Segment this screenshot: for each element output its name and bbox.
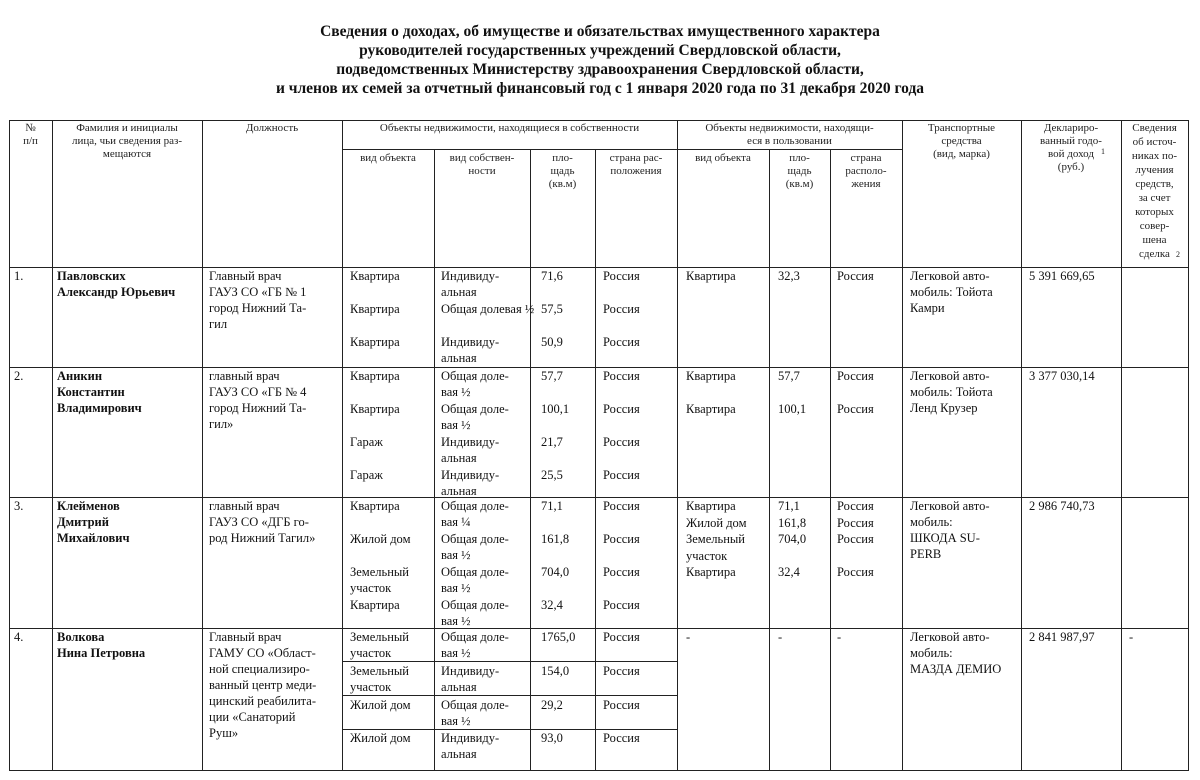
header-used-country: располо- bbox=[845, 165, 887, 177]
row-divider bbox=[9, 367, 1189, 368]
owned-object-type: Гараж bbox=[350, 468, 383, 482]
declarant-position: город Нижний Та- bbox=[209, 301, 307, 315]
used-area: 71,1 bbox=[778, 499, 800, 513]
sub-row-divider bbox=[342, 661, 678, 662]
transport-vehicle: МАЗДА ДЕМИО bbox=[910, 662, 1002, 676]
row-number: 1. bbox=[14, 269, 24, 283]
declarant-position: цинский реабилита- bbox=[209, 694, 316, 708]
owned-country: Россия bbox=[603, 468, 640, 482]
owned-object-type: Квартира bbox=[350, 335, 400, 349]
transport-vehicle: мобиль: Тойота bbox=[910, 385, 993, 399]
ownership-type: вая ¼ bbox=[441, 515, 471, 529]
ownership-type: вая ½ bbox=[441, 614, 471, 628]
declarant-position: главный врач bbox=[209, 499, 280, 513]
header-sources: которых bbox=[1135, 206, 1174, 218]
header-owned-area: (кв.м) bbox=[548, 178, 577, 190]
declarant-position: Главный врач bbox=[209, 630, 282, 644]
header-owned-property: Объекты недвижимости, находящиеся в собственности bbox=[379, 122, 640, 134]
used-object-type: Квартира bbox=[686, 402, 736, 416]
header-sources: об источ- bbox=[1132, 136, 1177, 148]
owned-country: Россия bbox=[603, 630, 640, 644]
ownership-type: Общая доле- bbox=[441, 402, 509, 416]
header-sources: Сведения bbox=[1132, 122, 1177, 134]
owned-area: 71,6 bbox=[541, 269, 563, 283]
declarant-name: Волкова bbox=[57, 630, 105, 644]
owned-object-type: Жилой дом bbox=[350, 532, 411, 546]
ownership-type: альная bbox=[441, 747, 477, 761]
header-owned-area: пло- bbox=[552, 152, 573, 164]
transport-vehicle: Легковой авто- bbox=[910, 369, 990, 383]
declarant-position: гил» bbox=[209, 417, 234, 431]
header-sources: шена bbox=[1142, 234, 1167, 246]
declarant-position: ГАУЗ СО «ГБ № 4 bbox=[209, 385, 307, 399]
funding-sources: - bbox=[1129, 630, 1134, 644]
transport-vehicle: мобиль: bbox=[910, 515, 953, 529]
used-area: 161,8 bbox=[778, 515, 807, 530]
sub-column-divider bbox=[530, 149, 531, 771]
header-owned-country: положения bbox=[610, 165, 662, 177]
header-sources: совер- bbox=[1139, 220, 1170, 232]
column-divider bbox=[1021, 120, 1022, 771]
sub-column-divider bbox=[595, 149, 596, 771]
column-divider bbox=[9, 120, 10, 771]
ownership-type: вая ½ bbox=[441, 548, 471, 562]
column-divider bbox=[202, 120, 203, 771]
declarant-position: ной специализиро- bbox=[209, 662, 310, 676]
column-divider bbox=[342, 120, 343, 771]
owned-area: 93,0 bbox=[541, 731, 563, 745]
header-owned-area: щадь bbox=[550, 165, 575, 177]
owned-object-type: Квартира bbox=[350, 369, 400, 383]
owned-area: 21,7 bbox=[541, 435, 563, 449]
used-area: - bbox=[778, 630, 783, 644]
header-used-area: щадь bbox=[787, 165, 812, 177]
row-number: 3. bbox=[14, 499, 24, 513]
owned-object-type: Земельный bbox=[350, 630, 409, 644]
header-name: Фамилия и инициалы bbox=[76, 122, 178, 134]
owned-country: Россия bbox=[603, 369, 640, 383]
sub-column-divider bbox=[434, 149, 435, 771]
transport-vehicle: ШКОДА SU- bbox=[910, 531, 980, 545]
header-transport: Транспортные bbox=[927, 122, 996, 134]
transport-vehicle: Легковой авто- bbox=[910, 630, 990, 644]
owned-area: 25,5 bbox=[541, 468, 563, 482]
column-divider bbox=[677, 120, 678, 771]
document-title-line-3: подведомственных Министерству здравоохранения Свердловской области, bbox=[336, 61, 864, 78]
declarant-name: Михайлович bbox=[57, 531, 130, 545]
owned-area: 32,4 bbox=[541, 598, 563, 612]
header-used-object-type: вид объекта bbox=[695, 152, 751, 164]
header-sources: никах по- bbox=[1131, 150, 1178, 162]
declarant-name: Аникин bbox=[57, 369, 103, 383]
owned-object-type: Земельный bbox=[350, 664, 409, 678]
declarant-position: род Нижний Тагил» bbox=[209, 531, 316, 545]
used-area: 32,3 bbox=[778, 269, 800, 283]
header-used-country: страна bbox=[850, 152, 882, 164]
ownership-type: вая ½ bbox=[441, 418, 471, 432]
owned-area: 50,9 bbox=[541, 335, 563, 349]
owned-country: Россия bbox=[603, 598, 640, 612]
footnote-mark: 1 bbox=[1101, 147, 1105, 156]
row-number: 2. bbox=[14, 369, 24, 383]
owned-country: Россия bbox=[603, 499, 640, 513]
declarant-name: Константин bbox=[57, 385, 125, 399]
header-used-property: еся в пользовании bbox=[747, 135, 832, 147]
declarant-position: ГАМУ СО «Област- bbox=[209, 646, 316, 660]
declarant-name: Нина Петровна bbox=[57, 646, 146, 660]
header-number: № bbox=[25, 122, 36, 134]
used-country: Россия bbox=[837, 269, 874, 283]
used-object-type: участок bbox=[686, 548, 728, 563]
owned-object-type: участок bbox=[350, 646, 392, 660]
used-country: Россия bbox=[837, 499, 874, 513]
used-area: 704,0 bbox=[778, 532, 807, 546]
used-object-type: Квартира bbox=[686, 269, 736, 283]
row-number: 4. bbox=[14, 630, 24, 644]
used-country: Россия bbox=[837, 369, 874, 383]
ownership-type: вая ½ bbox=[441, 646, 471, 660]
used-object-type: Жилой дом bbox=[686, 515, 747, 530]
document-title-line-1: Сведения о доходах, об имуществе и обязательствах имущественного характера bbox=[320, 23, 880, 40]
header-owned-object-type: вид объекта bbox=[360, 152, 416, 164]
owned-country: Россия bbox=[603, 435, 640, 449]
used-object-type: - bbox=[686, 630, 691, 644]
header-income: Деклариро- bbox=[1043, 122, 1099, 134]
used-country: Россия bbox=[837, 565, 874, 579]
declarant-position: Руш» bbox=[209, 726, 239, 740]
owned-object-type: Квартира bbox=[350, 302, 400, 316]
column-divider bbox=[1188, 120, 1189, 771]
document-title-line-4: и членов их семей за отчетный финансовый год с 1 января 2020 года по 31 декабря 2020 года bbox=[275, 80, 925, 97]
owned-object-type: Квартира bbox=[350, 499, 400, 513]
declared-income: 2 841 987,97 bbox=[1029, 630, 1095, 644]
owned-object-type: Земельный bbox=[350, 565, 409, 579]
ownership-type: альная bbox=[441, 484, 477, 498]
ownership-type: альная bbox=[441, 351, 477, 365]
transport-vehicle: Камри bbox=[910, 301, 945, 315]
declarant-name: Александр Юрьевич bbox=[57, 285, 176, 299]
declared-income: 5 391 669,65 bbox=[1029, 269, 1095, 283]
header-income: ванный годо- bbox=[1040, 135, 1102, 147]
header-transport: средства bbox=[941, 135, 982, 147]
owned-country: Россия bbox=[603, 402, 640, 416]
header-sources: за счет bbox=[1138, 192, 1171, 204]
used-area: 32,4 bbox=[778, 565, 800, 579]
document-title-line-2: руководителей государственных учреждений Свердловской области, bbox=[359, 42, 841, 59]
owned-country: Россия bbox=[603, 532, 640, 546]
transport-vehicle: PERB bbox=[910, 547, 942, 561]
used-country: Россия bbox=[837, 532, 874, 546]
owned-object-type: Гараж bbox=[350, 435, 383, 449]
sub-row-divider bbox=[342, 695, 678, 696]
transport-vehicle: Легковой авто- bbox=[910, 499, 990, 513]
ownership-type: Индивиду- bbox=[441, 435, 500, 449]
owned-country: Россия bbox=[603, 269, 640, 283]
ownership-type: Общая доле- bbox=[441, 369, 509, 383]
declarant-position: ции «Санаторий bbox=[209, 710, 296, 724]
used-object-type: Квартира bbox=[686, 565, 736, 579]
owned-object-type: участок bbox=[350, 581, 392, 595]
used-country: Россия bbox=[837, 402, 874, 416]
owned-object-type: участок bbox=[350, 680, 392, 694]
header-name: лица, чьи сведения раз- bbox=[71, 135, 183, 147]
used-object-type: Земельный bbox=[686, 532, 745, 546]
ownership-type: вая ½ bbox=[441, 714, 471, 728]
owned-area: 57,5 bbox=[541, 302, 563, 316]
header-ownership-type: ности bbox=[468, 165, 496, 177]
ownership-type: Общая доле- bbox=[441, 565, 509, 579]
header-group-divider bbox=[342, 149, 903, 150]
header-used-country: жения bbox=[851, 178, 881, 190]
declarant-position: ГАУЗ СО «ГБ № 1 bbox=[209, 285, 307, 299]
ownership-type: альная bbox=[441, 451, 477, 465]
ownership-type: Индивиду- bbox=[441, 269, 500, 283]
ownership-type: Общая доле- bbox=[441, 532, 509, 546]
used-country: Россия bbox=[837, 515, 874, 530]
declarant-position: ванный центр меди- bbox=[209, 678, 317, 692]
transport-vehicle: мобиль: Тойота bbox=[910, 285, 993, 299]
table-border-bottom bbox=[9, 770, 1189, 771]
ownership-type: альная bbox=[441, 285, 477, 299]
owned-area: 704,0 bbox=[541, 565, 570, 579]
declarant-position: гил bbox=[209, 317, 228, 331]
declarant-name: Владимирович bbox=[57, 401, 142, 415]
ownership-type: Общая доле- bbox=[441, 598, 509, 612]
header-used-area: пло- bbox=[789, 152, 810, 164]
header-position: Должность bbox=[245, 122, 299, 134]
owned-country: Россия bbox=[603, 302, 640, 316]
sub-column-divider bbox=[769, 149, 770, 771]
row-divider bbox=[9, 628, 1189, 629]
owned-country: Россия bbox=[603, 664, 640, 678]
declarant-position: главный врач bbox=[209, 369, 280, 383]
header-used-area: (кв.м) bbox=[785, 178, 814, 190]
declarant-name: Павловских bbox=[57, 269, 126, 283]
declared-income: 3 377 030,14 bbox=[1029, 369, 1095, 383]
ownership-type: Общая доле- bbox=[441, 499, 509, 513]
ownership-type: Общая доле- bbox=[441, 630, 509, 644]
table-border-top bbox=[9, 120, 1189, 121]
ownership-type: Индивиду- bbox=[441, 468, 500, 482]
header-transport: (вид, марка) bbox=[933, 148, 990, 160]
owned-area: 29,2 bbox=[541, 698, 563, 712]
header-sources: сделка bbox=[1139, 248, 1170, 260]
header-bottom-border bbox=[9, 267, 1189, 268]
owned-object-type: Квартира bbox=[350, 402, 400, 416]
declarant-name: Дмитрий bbox=[57, 515, 109, 529]
owned-object-type: Квартира bbox=[350, 269, 400, 283]
ownership-type: Индивиду- bbox=[441, 664, 500, 678]
header-sources: средств, bbox=[1135, 178, 1174, 190]
ownership-type: Индивиду- bbox=[441, 335, 500, 349]
declarant-position: Главный врач bbox=[209, 269, 282, 283]
used-country: - bbox=[837, 630, 842, 644]
header-income: (руб.) bbox=[1057, 161, 1085, 173]
owned-object-type: Жилой дом bbox=[350, 731, 411, 745]
ownership-type: Индивиду- bbox=[441, 731, 500, 745]
owned-country: Россия bbox=[603, 335, 640, 349]
used-object-type: Квартира bbox=[686, 369, 736, 383]
row-divider bbox=[9, 497, 1189, 498]
owned-area: 154,0 bbox=[541, 664, 570, 678]
declarant-name: Клейменов bbox=[57, 499, 120, 513]
header-income: вой доход bbox=[1048, 148, 1094, 160]
ownership-type: Общая долевая ½ bbox=[441, 302, 535, 316]
owned-area: 161,8 bbox=[541, 532, 570, 546]
footnote-mark: 2 bbox=[1176, 250, 1180, 259]
owned-object-type: Квартира bbox=[350, 598, 400, 612]
ownership-type: альная bbox=[441, 680, 477, 694]
owned-country: Россия bbox=[603, 731, 640, 745]
header-sources: лучения bbox=[1135, 164, 1174, 176]
header-ownership-type: вид собствен- bbox=[449, 152, 515, 164]
declarant-position: город Нижний Та- bbox=[209, 401, 307, 415]
header-number: п/п bbox=[23, 135, 38, 147]
used-area: 57,7 bbox=[778, 369, 800, 383]
sub-column-divider bbox=[830, 149, 831, 771]
owned-area: 1765,0 bbox=[541, 630, 576, 644]
used-area: 100,1 bbox=[778, 402, 807, 416]
ownership-type: Общая доле- bbox=[441, 698, 509, 712]
owned-area: 57,7 bbox=[541, 369, 563, 383]
used-object-type: Квартира bbox=[686, 499, 736, 513]
transport-vehicle: Легковой авто- bbox=[910, 269, 990, 283]
header-used-property: Объекты недвижимости, находящи- bbox=[705, 122, 874, 134]
owned-area: 100,1 bbox=[541, 402, 570, 416]
transport-vehicle: мобиль: bbox=[910, 646, 953, 660]
declared-income: 2 986 740,73 bbox=[1029, 499, 1095, 513]
sub-row-divider bbox=[342, 729, 678, 730]
owned-country: Россия bbox=[603, 698, 640, 712]
owned-object-type: Жилой дом bbox=[350, 698, 411, 712]
header-name: мещаются bbox=[102, 148, 152, 160]
transport-vehicle: Ленд Крузер bbox=[910, 401, 978, 415]
column-divider bbox=[902, 120, 903, 771]
ownership-type: вая ½ bbox=[441, 581, 471, 595]
owned-area: 71,1 bbox=[541, 499, 563, 513]
header-owned-country: страна рас- bbox=[609, 152, 663, 164]
ownership-type: вая ½ bbox=[441, 385, 471, 399]
owned-country: Россия bbox=[603, 565, 640, 579]
declarant-position: ГАУЗ СО «ДГБ го- bbox=[209, 515, 309, 529]
column-divider bbox=[52, 120, 53, 771]
